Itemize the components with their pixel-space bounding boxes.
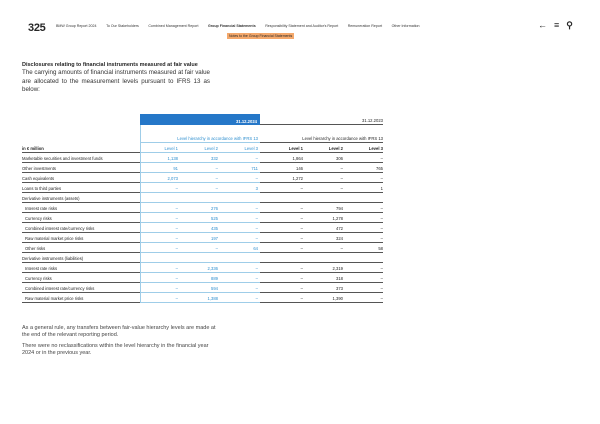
cell-value: 594 bbox=[180, 283, 220, 293]
hierarchy-current: Level hierarchy in accordance with IFRS 13 bbox=[140, 125, 260, 143]
row-label: in € million bbox=[22, 143, 140, 153]
cell-value bbox=[343, 193, 383, 203]
cell-value: 2,073 bbox=[140, 173, 180, 183]
cell-value: – bbox=[220, 293, 260, 303]
cell-value: – bbox=[343, 283, 383, 293]
cell-value: 1,278 bbox=[303, 213, 343, 223]
table-row bbox=[22, 193, 383, 203]
row-label: Interest rate risks bbox=[22, 263, 140, 273]
table-row bbox=[22, 273, 383, 283]
row-label: Combined interest rate/currency risks bbox=[22, 283, 140, 293]
cell-value: – bbox=[343, 173, 383, 183]
cell-value: – bbox=[220, 263, 260, 273]
date-prior: 31.12.2023 bbox=[263, 114, 383, 125]
table-row bbox=[22, 243, 383, 253]
nav-item[interactable]: Remuneration Report bbox=[347, 24, 383, 28]
cell-value: – bbox=[343, 233, 383, 243]
cell-value: – bbox=[140, 283, 180, 293]
cell-value: 197 bbox=[180, 233, 220, 243]
cell-value: – bbox=[180, 163, 220, 173]
footer-note-1: As a general rule, any transfers between fair-value hierarchy levels are made at the end of the relevant reporting period. bbox=[22, 325, 216, 339]
cell-value: – bbox=[303, 183, 343, 193]
cell-value: 373 bbox=[303, 283, 343, 293]
cell-value: 146 bbox=[263, 163, 303, 173]
cell-value: – bbox=[343, 223, 383, 233]
table-row bbox=[22, 263, 383, 273]
cell-value: – bbox=[343, 203, 383, 213]
row-label: Other investments bbox=[22, 163, 140, 173]
cell-value: – bbox=[140, 203, 180, 213]
cell-value bbox=[220, 193, 260, 203]
cell-value: – bbox=[220, 233, 260, 243]
date-current: 31.12.2024 bbox=[140, 114, 260, 125]
cell-value: – bbox=[263, 293, 303, 303]
row-label: Derivative instruments (liabilities) bbox=[22, 253, 140, 263]
row-label: Combined interest rate/currency risks bbox=[22, 223, 140, 233]
cell-value: Level 1 bbox=[140, 143, 180, 153]
cell-value bbox=[220, 253, 260, 263]
cell-value: – bbox=[263, 223, 303, 233]
cell-value bbox=[303, 193, 343, 203]
cell-value: – bbox=[140, 243, 180, 253]
cell-value bbox=[180, 253, 220, 263]
cell-value: – bbox=[263, 273, 303, 283]
cell-value: – bbox=[140, 183, 180, 193]
fair-value-table bbox=[22, 114, 383, 303]
table-row bbox=[22, 203, 383, 213]
nav-item[interactable]: Combined Management Report bbox=[148, 24, 199, 28]
cell-value bbox=[263, 253, 303, 263]
cell-value: Level 2 bbox=[303, 143, 343, 153]
row-label: Raw material market price risks bbox=[22, 293, 140, 303]
cell-value: – bbox=[263, 243, 303, 253]
cell-value: 1,138 bbox=[140, 153, 180, 163]
cell-value: – bbox=[180, 183, 220, 193]
cell-value bbox=[140, 253, 180, 263]
top-nav bbox=[56, 24, 429, 28]
cell-value: 332 bbox=[180, 153, 220, 163]
cell-value: Level 3 bbox=[343, 143, 383, 153]
row-label: Other risks bbox=[22, 243, 140, 253]
cell-value: Level 2 bbox=[180, 143, 220, 153]
row-label: Marketable securities and investment funds bbox=[22, 153, 140, 163]
cell-value: 794 bbox=[303, 203, 343, 213]
table-row bbox=[22, 143, 383, 153]
cell-value: 276 bbox=[180, 203, 220, 213]
cell-value: 2,319 bbox=[303, 263, 343, 273]
table-row bbox=[22, 153, 383, 163]
row-label: Currency risks bbox=[22, 213, 140, 223]
cell-value: 435 bbox=[180, 223, 220, 233]
row-label: Currency risks bbox=[22, 273, 140, 283]
table-row bbox=[22, 283, 383, 293]
cell-value: – bbox=[180, 243, 220, 253]
nav-item[interactable]: To Our Stakeholders bbox=[106, 24, 139, 28]
cell-value: – bbox=[263, 263, 303, 273]
table-row bbox=[22, 223, 383, 233]
cell-value: 2,336 bbox=[180, 263, 220, 273]
table-row bbox=[22, 213, 383, 223]
cell-value: 318 bbox=[303, 273, 343, 283]
cell-value: – bbox=[303, 163, 343, 173]
cell-value: – bbox=[263, 233, 303, 243]
cell-value: – bbox=[220, 223, 260, 233]
row-label: Cash equivalents bbox=[22, 173, 140, 183]
cell-value: – bbox=[263, 203, 303, 213]
nav-item[interactable]: BMW Group Report 2024 bbox=[56, 24, 97, 28]
cell-value: – bbox=[343, 293, 383, 303]
cell-value: – bbox=[220, 283, 260, 293]
cell-value: Level 3 bbox=[220, 143, 260, 153]
table-row bbox=[22, 253, 383, 263]
cell-value: – bbox=[140, 223, 180, 233]
cell-value: 64 bbox=[220, 243, 260, 253]
row-label: Loans to third parties bbox=[22, 183, 140, 193]
cell-value: 91 bbox=[140, 163, 180, 173]
cell-value: 58 bbox=[343, 243, 383, 253]
nav-item[interactable]: Responsibility Statement and Auditor's Report bbox=[265, 24, 339, 28]
cell-value bbox=[180, 193, 220, 203]
cell-value: 1,390 bbox=[303, 293, 343, 303]
cell-value: – bbox=[220, 203, 260, 213]
cell-value bbox=[303, 253, 343, 263]
intro-text: The carrying amounts of financial instruments measured at fair value are allocated to the measurement levels pursuant to IFRS 13 as below: bbox=[22, 69, 210, 93]
toolbar-icons bbox=[538, 20, 573, 31]
cell-value: 1,864 bbox=[263, 153, 303, 163]
cell-value: 306 bbox=[303, 153, 343, 163]
cell-value: – bbox=[140, 213, 180, 223]
cell-value: – bbox=[343, 263, 383, 273]
cell-value bbox=[140, 193, 180, 203]
cell-value: 3 bbox=[220, 183, 260, 193]
table-row bbox=[22, 173, 383, 183]
row-label: Raw material market price risks bbox=[22, 233, 140, 243]
nav-item[interactable]: Other Information bbox=[391, 24, 420, 28]
footer-note-2: There were no reclassifications within the level hierarchy in the financial year 2024 or in the previous year. bbox=[22, 343, 209, 357]
cell-value: – bbox=[263, 183, 303, 193]
cell-value: – bbox=[343, 213, 383, 223]
cell-value: – bbox=[140, 233, 180, 243]
cell-value: – bbox=[220, 273, 260, 283]
table-row bbox=[22, 183, 383, 193]
cell-value: – bbox=[303, 173, 343, 183]
cell-value: 324 bbox=[303, 233, 343, 243]
cell-value: – bbox=[343, 153, 383, 163]
back-arrow-icon[interactable]: ← bbox=[538, 20, 547, 30]
nav-item[interactable]: Group Financial Statements bbox=[207, 24, 256, 28]
section-heading: Disclosures relating to financial instruments measured at fair value bbox=[22, 62, 198, 68]
cell-value: 889 bbox=[180, 273, 220, 283]
cell-value: 711 bbox=[220, 163, 260, 173]
cell-value: – bbox=[140, 273, 180, 283]
table-row bbox=[22, 163, 383, 173]
menu-icon[interactable]: ≡ bbox=[554, 20, 560, 30]
row-label: Interest rate risks bbox=[22, 203, 140, 213]
page-number: 325 bbox=[28, 22, 46, 34]
cell-value: – bbox=[343, 273, 383, 283]
cell-value: – bbox=[220, 173, 260, 183]
cell-value bbox=[343, 253, 383, 263]
cell-value: – bbox=[140, 293, 180, 303]
cell-value: – bbox=[263, 213, 303, 223]
cell-value: – bbox=[140, 263, 180, 273]
table-row bbox=[22, 233, 383, 243]
cell-value: Level 1 bbox=[263, 143, 303, 153]
cell-value: – bbox=[263, 283, 303, 293]
cell-value: 1,272 bbox=[263, 173, 303, 183]
cell-value: – bbox=[220, 153, 260, 163]
table-row bbox=[22, 293, 383, 303]
cell-value: 472 bbox=[303, 223, 343, 233]
cell-value: – bbox=[303, 243, 343, 253]
cell-value: 1 bbox=[343, 183, 383, 193]
cell-value: 525 bbox=[180, 213, 220, 223]
cell-value bbox=[263, 193, 303, 203]
cell-value: – bbox=[220, 213, 260, 223]
cell-value: – bbox=[180, 173, 220, 183]
hierarchy-prior: Level hierarchy in accordance with IFRS 13 bbox=[263, 125, 383, 143]
subnav-notes[interactable]: Notes to the Group Financial Statements bbox=[229, 34, 293, 38]
search-icon[interactable]: ⚲ bbox=[566, 20, 573, 30]
cell-value: 1,388 bbox=[180, 293, 220, 303]
row-label: Derivative instruments (assets) bbox=[22, 193, 140, 203]
cell-value: 765 bbox=[343, 163, 383, 173]
